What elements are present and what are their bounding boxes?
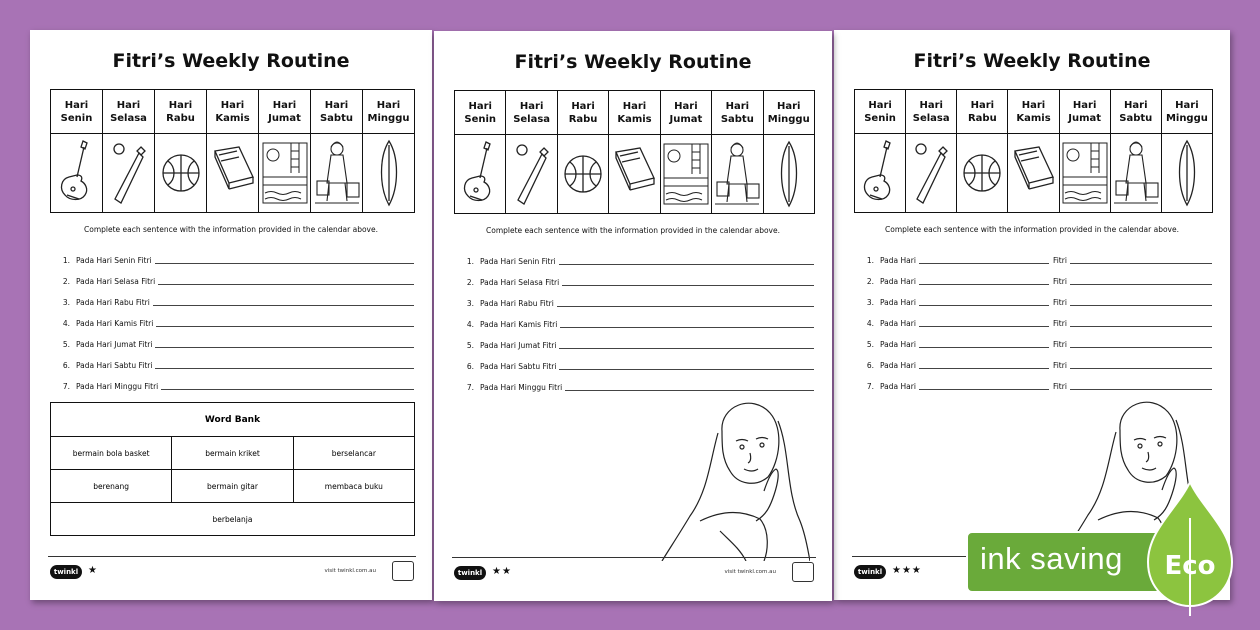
sentence-number: 5. <box>466 341 474 350</box>
sentence-number: 7. <box>466 383 474 392</box>
sentence-number: 4. <box>466 320 474 329</box>
sentence-number: 5. <box>866 340 874 349</box>
calendar-day-label <box>1162 90 1212 134</box>
sentence-list <box>462 245 814 392</box>
calendar-day-rabu <box>155 90 207 212</box>
sentence-number: 3. <box>466 299 474 308</box>
answer-line[interactable] <box>557 306 814 307</box>
day-label-line2: Kamis <box>617 114 652 125</box>
sentence-subject: Fitri <box>1052 298 1067 307</box>
sentence-prefix: Pada Hari <box>880 340 916 349</box>
weekly-calendar <box>50 89 415 213</box>
calendar-day-label <box>855 90 905 134</box>
surfboard-icon <box>365 137 413 209</box>
difficulty-stars: ★★★ <box>892 565 922 576</box>
day-label-line2: Jumat <box>268 113 301 124</box>
calendar-day-senin <box>51 90 103 212</box>
day-label-line2: Rabu <box>166 113 195 124</box>
day-label-line1: Hari <box>220 100 245 111</box>
sentence-number: 3. <box>62 298 70 307</box>
sentence-number: 4. <box>62 319 70 328</box>
calendar-day-rabu <box>957 90 1008 212</box>
day-label-line1: Hari <box>1124 100 1148 111</box>
sentence-item <box>462 350 814 371</box>
thinking-girl-illustration <box>660 391 810 561</box>
sentence-item <box>862 244 1212 265</box>
day-answer-line[interactable] <box>919 326 1049 327</box>
day-label-line2: Rabu <box>568 114 598 125</box>
sentence-item <box>58 286 414 307</box>
activity-answer-line[interactable] <box>1070 347 1212 348</box>
day-label-line2: Jumat <box>669 114 703 125</box>
basketball-icon <box>958 137 1006 209</box>
calendar-day-minggu <box>363 90 414 212</box>
day-label-line1: Hari <box>725 101 750 112</box>
sentence-number: 1. <box>62 256 70 265</box>
day-label-line2: Sabtu <box>1119 113 1153 124</box>
day-label-line1: Hari <box>868 100 892 111</box>
sentence-item <box>462 287 814 308</box>
sentence-number: 7. <box>866 382 874 391</box>
calendar-day-label <box>1111 90 1161 134</box>
calendar-day-selasa <box>906 90 957 212</box>
answer-line[interactable] <box>156 326 414 327</box>
ink-saving-text: ink saving <box>980 541 1123 576</box>
day-label-line1: Hari <box>674 101 698 112</box>
calendar-day-minggu <box>1162 90 1212 212</box>
sentence-subject: Fitri <box>1052 277 1067 286</box>
day-label-line1: Hari <box>272 100 297 111</box>
sentence-prefix: Pada Hari <box>880 298 916 307</box>
sentence-item <box>462 308 814 329</box>
calendar-day-label <box>764 91 814 135</box>
answer-line[interactable] <box>559 369 814 370</box>
sentence-item <box>462 245 814 266</box>
shopping-girl-icon <box>313 137 361 209</box>
sentence-text: Pada Hari Sabtu Fitri <box>76 361 153 370</box>
quality-badge-icon <box>792 562 814 582</box>
footer <box>48 556 416 586</box>
answer-line[interactable] <box>559 348 814 349</box>
day-label-line1: Hari <box>1175 100 1199 111</box>
day-label-line2: Senin <box>864 113 896 124</box>
word-bank-item: berenang <box>51 470 172 502</box>
weekly-calendar <box>454 90 815 214</box>
calendar-day-label <box>155 90 206 134</box>
day-label-line1: Hari <box>622 101 647 112</box>
sentence-number: 2. <box>866 277 874 286</box>
sentence-number: 7. <box>62 382 70 391</box>
word-bank-item: membaca buku <box>324 482 383 491</box>
sentence-item <box>462 329 814 350</box>
answer-line[interactable] <box>155 347 414 348</box>
cricket-bat-icon <box>907 137 955 209</box>
sentence-number: 5. <box>62 340 70 349</box>
sentence-number: 6. <box>466 362 474 371</box>
calendar-day-label <box>906 90 956 134</box>
calendar-day-label <box>259 90 310 134</box>
sentence-prefix: Pada Hari <box>880 277 916 286</box>
sentence-text: Pada Hari Minggu Fitri <box>76 382 159 391</box>
sentence-text: Pada Hari Rabu Fitri <box>480 299 554 308</box>
activity-answer-line[interactable] <box>1070 263 1212 264</box>
sentence-prefix: Pada Hari <box>880 256 916 265</box>
day-label-line1: Hari <box>376 100 401 111</box>
sentence-text: Pada Hari Kamis Fitri <box>76 319 154 328</box>
calendar-day-label <box>311 90 362 134</box>
answer-line[interactable] <box>560 327 814 328</box>
day-label-line1: Hari <box>116 100 141 111</box>
worksheet-title: Fitri’s Weekly Routine <box>913 50 1151 72</box>
cricket-bat-icon <box>508 138 556 210</box>
day-label-line1: Hari <box>468 101 492 112</box>
answer-line[interactable] <box>562 285 814 286</box>
sentence-item <box>862 328 1212 349</box>
calendar-day-sabtu <box>712 91 763 213</box>
day-answer-line[interactable] <box>919 347 1049 348</box>
calendar-day-selasa <box>103 90 155 212</box>
sentence-item <box>58 307 414 328</box>
sentence-item <box>862 307 1212 328</box>
day-answer-line[interactable] <box>919 284 1049 285</box>
sentence-text: Pada Hari Kamis Fitri <box>480 320 558 329</box>
sentence-number: 2. <box>466 278 474 287</box>
swimming-pool-icon <box>1061 137 1109 209</box>
calendar-day-kamis <box>207 90 259 212</box>
calendar-day-label <box>712 91 762 135</box>
calendar-day-label <box>51 90 102 134</box>
day-label-line2: Minggu <box>1165 113 1208 124</box>
sentence-item <box>462 371 814 392</box>
day-label-line2: Kamis <box>1016 113 1051 124</box>
shopping-girl-icon <box>1112 137 1160 209</box>
sentence-prefix: Pada Hari <box>880 361 916 370</box>
basketball-icon <box>157 137 205 209</box>
word-bank-item: berbelanja <box>212 515 253 524</box>
swimming-pool-icon <box>662 138 710 210</box>
calendar-day-label <box>207 90 258 134</box>
calendar-day-label <box>661 91 711 135</box>
twinkl-logo: twinkl <box>50 565 82 579</box>
sentence-text: Pada Hari Jumat Fitri <box>76 340 153 349</box>
shopping-girl-icon <box>713 138 761 210</box>
calendar-day-jumat <box>661 91 712 213</box>
day-label-line2: Selasa <box>912 113 950 124</box>
sentence-subject: Fitri <box>1052 256 1067 265</box>
day-label-line1: Hari <box>777 101 801 112</box>
activity-answer-line[interactable] <box>1070 284 1212 285</box>
sentence-item <box>862 349 1212 370</box>
weekly-calendar <box>854 89 1213 213</box>
day-label-line2: Jumat <box>1068 113 1102 124</box>
eco-label: Eco <box>1164 551 1216 581</box>
sentence-text: Pada Hari Senin Fitri <box>76 256 152 265</box>
sentence-number: 1. <box>466 257 474 266</box>
instruction-text: Complete each sentence with the information provided in the calendar above. <box>885 225 1179 234</box>
book-icon <box>1009 137 1057 209</box>
day-label-line1: Hari <box>519 101 544 112</box>
day-label-line2: Senin <box>464 114 497 125</box>
sentence-subject: Fitri <box>1052 382 1067 391</box>
sentence-list <box>58 244 414 391</box>
sentence-number: 6. <box>62 361 70 370</box>
calendar-day-sabtu <box>311 90 363 212</box>
sentence-text: Pada Hari Rabu Fitri <box>76 298 150 307</box>
sentence-item <box>462 266 814 287</box>
twinkl-logo: twinkl <box>454 566 486 580</box>
quality-badge-icon <box>392 561 414 581</box>
word-bank-title: Word Bank <box>51 403 414 437</box>
calendar-day-kamis <box>609 91 660 213</box>
calendar-day-label <box>506 91 556 135</box>
word-bank-item: berselancar <box>331 449 376 458</box>
answer-line[interactable] <box>161 389 414 390</box>
calendar-day-rabu <box>558 91 609 213</box>
worksheet-title: Fitri’s Weekly Routine <box>112 50 350 72</box>
sentence-item <box>58 244 414 265</box>
activity-answer-line[interactable] <box>1070 305 1212 306</box>
day-label-line2: Senin <box>60 113 93 124</box>
sentence-prefix: Pada Hari <box>880 382 916 391</box>
sentence-text: Pada Hari Jumat Fitri <box>480 341 557 350</box>
day-label-line2: Sabtu <box>720 114 754 125</box>
worksheet-title: Fitri’s Weekly Routine <box>514 51 752 73</box>
answer-line[interactable] <box>158 284 414 285</box>
day-label-line1: Hari <box>970 100 995 111</box>
day-label-line1: Hari <box>1072 100 1097 111</box>
sentence-text: Pada Hari Selasa Fitri <box>480 278 560 287</box>
answer-line[interactable] <box>559 264 814 265</box>
day-label-line1: Hari <box>64 100 89 111</box>
book-icon <box>209 137 257 209</box>
day-answer-line[interactable] <box>919 263 1049 264</box>
day-answer-line[interactable] <box>919 389 1049 390</box>
sentence-item <box>58 328 414 349</box>
activity-answer-line[interactable] <box>1070 326 1212 327</box>
twinkl-logo: twinkl <box>854 565 886 579</box>
day-label-line1: Hari <box>571 101 595 112</box>
calendar-day-kamis <box>1008 90 1059 212</box>
visit-url: visit twinkl.com.au <box>724 569 776 575</box>
surfboard-icon <box>1163 137 1211 209</box>
day-label-line2: Selasa <box>513 114 551 125</box>
day-label-line2: Sabtu <box>319 113 353 124</box>
calendar-day-minggu <box>764 91 814 213</box>
day-label-line1: Hari <box>1021 100 1046 111</box>
basketball-icon <box>559 138 607 210</box>
sentence-prefix: Pada Hari <box>880 319 916 328</box>
calendar-day-jumat <box>259 90 311 212</box>
sentence-text: Pada Hari Selasa Fitri <box>76 277 156 286</box>
sentence-number: 3. <box>866 298 874 307</box>
sentence-subject: Fitri <box>1052 319 1067 328</box>
difficulty-stars: ★ <box>88 565 98 576</box>
answer-line[interactable] <box>155 263 414 264</box>
day-label-line1: Hari <box>919 100 943 111</box>
worksheet-2 <box>434 31 832 601</box>
book-icon <box>610 138 658 210</box>
visit-url: visit twinkl.com.au <box>324 568 376 574</box>
calendar-day-label <box>1060 90 1110 134</box>
day-label-line2: Selasa <box>110 113 147 124</box>
word-bank <box>50 402 415 536</box>
sentence-list <box>862 244 1212 391</box>
sentence-item <box>58 370 414 391</box>
sentence-number: 1. <box>866 256 874 265</box>
calendar-day-label <box>609 91 659 135</box>
calendar-day-label <box>558 91 608 135</box>
difficulty-stars: ★★ <box>492 566 512 577</box>
calendar-day-sabtu <box>1111 90 1162 212</box>
guitar-icon <box>456 138 504 210</box>
calendar-day-senin <box>455 91 506 213</box>
sentence-text: Pada Hari Minggu Fitri <box>480 383 563 392</box>
footer <box>452 557 816 587</box>
instruction-text: Complete each sentence with the information provided in the calendar above. <box>486 226 780 235</box>
sentence-item <box>58 265 414 286</box>
sentence-item <box>862 370 1212 391</box>
word-bank-item: bermain bola basket <box>51 437 172 469</box>
sentence-item <box>58 349 414 370</box>
calendar-day-label <box>1008 90 1058 134</box>
calendar-day-label <box>957 90 1007 134</box>
day-label-line1: Hari <box>324 100 349 111</box>
calendar-day-label <box>363 90 414 134</box>
sentence-subject: Fitri <box>1052 340 1067 349</box>
day-label-line1: Hari <box>168 100 193 111</box>
sentence-subject: Fitri <box>1052 361 1067 370</box>
answer-line[interactable] <box>153 305 414 306</box>
sentence-item <box>862 265 1212 286</box>
instruction-text: Complete each sentence with the information provided in the calendar above. <box>84 225 378 234</box>
guitar-icon <box>856 137 904 209</box>
calendar-day-jumat <box>1060 90 1111 212</box>
calendar-day-senin <box>855 90 906 212</box>
eco-leaf-icon <box>1140 478 1240 618</box>
sentence-text: Pada Hari Senin Fitri <box>480 257 556 266</box>
sentence-number: 2. <box>62 277 70 286</box>
calendar-day-label <box>103 90 154 134</box>
word-bank-item: bermain gitar <box>172 470 293 502</box>
surfboard-icon <box>765 138 813 210</box>
activity-answer-line[interactable] <box>1070 368 1212 369</box>
calendar-day-selasa <box>506 91 557 213</box>
cricket-bat-icon <box>105 137 153 209</box>
answer-line[interactable] <box>155 368 414 369</box>
sentence-item <box>862 286 1212 307</box>
worksheet-1 <box>30 30 432 600</box>
sentence-number: 4. <box>866 319 874 328</box>
day-label-line2: Kamis <box>215 113 250 124</box>
word-bank-item: bermain kriket <box>172 437 293 469</box>
swimming-pool-icon <box>261 137 309 209</box>
day-label-line2: Minggu <box>767 114 810 125</box>
day-label-line2: Minggu <box>367 113 410 124</box>
day-answer-line[interactable] <box>919 368 1049 369</box>
sentence-text: Pada Hari Sabtu Fitri <box>480 362 557 371</box>
guitar-icon <box>53 137 101 209</box>
day-label-line2: Rabu <box>967 113 997 124</box>
calendar-day-label <box>455 91 505 135</box>
sentence-number: 6. <box>866 361 874 370</box>
day-answer-line[interactable] <box>919 305 1049 306</box>
